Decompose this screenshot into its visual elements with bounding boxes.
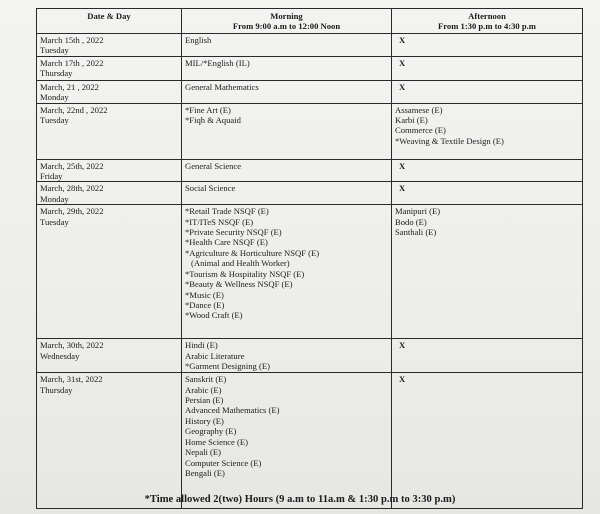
afternoon-subject: Commerce (E) <box>395 125 446 136</box>
afternoon-subject: Assamese (E) <box>395 104 443 115</box>
exam-date: March, 31st, 2022 <box>40 374 103 385</box>
morning-subject: Arabic (E) <box>185 384 222 395</box>
morning-subject: *Dance (E) <box>185 299 225 310</box>
exam-date: March, 30th, 2022 <box>40 340 104 351</box>
exam-date: March, 28th, 2022 <box>40 183 104 194</box>
morning-subject: English <box>185 35 212 45</box>
afternoon-subjects-cell <box>392 205 583 339</box>
exam-date: March, 29th, 2022 <box>40 206 104 217</box>
table-row <box>37 159 583 182</box>
exam-day: Monday <box>40 92 69 103</box>
morning-subjects-cell <box>182 373 392 509</box>
exam-date: March, 22nd , 2022 <box>40 104 108 115</box>
afternoon-subjects-cell <box>392 182 583 205</box>
afternoon-subjects-cell <box>392 159 583 182</box>
morning-subjects-cell <box>182 56 392 80</box>
morning-subject: *Retail Trade NSQF (E) <box>185 206 269 217</box>
header-morning <box>182 9 392 34</box>
table-row <box>37 80 583 103</box>
no-exam-mark: X <box>399 57 406 68</box>
date-day-cell <box>37 159 182 182</box>
no-exam-mark: X <box>399 81 406 92</box>
header-afternoon-label: Afternoon <box>468 11 506 21</box>
exam-date: March 17th , 2022 <box>40 57 104 68</box>
header-date-day-label: Date & Day <box>87 11 131 21</box>
date-day-cell <box>37 34 182 57</box>
morning-subject: Nepali (E) <box>185 447 222 458</box>
header-date-day <box>37 9 182 34</box>
morning-subject: Hindi (E) <box>185 340 218 351</box>
afternoon-subject: Karbi (E) <box>395 115 428 126</box>
date-day-cell <box>37 182 182 205</box>
exam-day: Wednesday <box>40 350 80 361</box>
exam-day: Friday <box>40 171 63 182</box>
morning-subjects-cell <box>182 159 392 182</box>
morning-subjects-cell <box>182 205 392 339</box>
morning-subject: *Agriculture & Horticulture NSQF (E) <box>185 247 320 258</box>
exam-date: March, 25th, 2022 <box>40 160 104 171</box>
table-row <box>37 182 583 205</box>
exam-date: March 15th , 2022 <box>40 35 104 45</box>
morning-subject: Sanskrit (E) <box>185 374 227 385</box>
morning-subjects-cell <box>182 182 392 205</box>
morning-subject: General Mathematics <box>185 81 259 92</box>
date-day-cell <box>37 205 182 339</box>
morning-subject: *IT/ITeS NSQF (E) <box>185 216 254 227</box>
morning-subject: Computer Science (E) <box>185 457 262 468</box>
date-day-cell <box>37 103 182 159</box>
table-row <box>37 34 583 57</box>
date-day-cell <box>37 80 182 103</box>
exam-day: Thursday <box>40 68 73 79</box>
header-morning-label: Morning <box>270 11 303 21</box>
afternoon-subjects-cell <box>392 103 583 159</box>
morning-subject: Arabic Literature <box>185 350 245 361</box>
morning-subject: Bengali (E) <box>185 467 225 478</box>
exam-day: Tuesday <box>40 216 69 227</box>
date-day-cell <box>37 56 182 80</box>
afternoon-subjects-cell <box>392 80 583 103</box>
afternoon-subjects-cell <box>392 339 583 373</box>
table-row <box>37 103 583 159</box>
morning-subject: *Music (E) <box>185 289 224 300</box>
exam-schedule-table <box>36 8 583 509</box>
morning-subject: *Health Care NSQF (E) <box>185 237 268 248</box>
morning-subject: *Garment Designing (E) <box>185 361 270 372</box>
no-exam-mark: X <box>399 183 406 194</box>
date-day-cell <box>37 339 182 373</box>
morning-subjects-cell <box>182 34 392 57</box>
morning-subject: *Private Security NSQF (E) <box>185 227 282 238</box>
no-exam-mark: X <box>399 340 406 351</box>
morning-subject: History (E) <box>185 415 224 426</box>
exam-day: Tuesday <box>40 115 69 126</box>
afternoon-subject: *Weaving & Textile Design (E) <box>395 135 504 146</box>
morning-subject: *Wood Craft (E) <box>185 310 243 321</box>
morning-subject: Social Science <box>185 183 236 194</box>
header-afternoon <box>392 9 583 34</box>
afternoon-subjects-cell <box>392 34 583 57</box>
no-exam-mark: X <box>399 160 406 171</box>
morning-subject: MIL/*English (IL) <box>185 57 250 68</box>
afternoon-subject: Santhali (E) <box>395 227 437 238</box>
exam-day: Tuesday <box>40 45 69 56</box>
morning-subjects-cell <box>182 339 392 373</box>
afternoon-subject: Manipuri (E) <box>395 206 441 217</box>
table-row <box>37 56 583 80</box>
morning-subjects-cell <box>182 103 392 159</box>
morning-subject: Advanced Mathematics (E) <box>185 405 280 416</box>
table-row <box>37 339 583 373</box>
exam-day: Monday <box>40 193 69 204</box>
header-morning-time: From 9:00 a.m to 12:00 Noon <box>232 21 341 32</box>
morning-subject: *Fine Art (E) <box>185 104 231 115</box>
afternoon-subjects-cell <box>392 373 583 509</box>
morning-subject: *Fiqh & Aquaid <box>185 115 241 126</box>
exam-date: March, 21 , 2022 <box>40 81 99 92</box>
table-header-row <box>37 9 583 34</box>
exam-day: Thursday <box>40 384 73 395</box>
morning-subject: *Tourism & Hospitality NSQF (E) <box>185 268 305 279</box>
date-day-cell <box>37 373 182 509</box>
time-allowed-footnote: *Time allowed 2(two) Hours (9 a.m to 11a.m & 1:30 p.m to 3:30 p.m) <box>144 494 456 505</box>
morning-subject: Home Science (E) <box>185 436 248 447</box>
no-exam-mark: X <box>399 35 406 45</box>
morning-subject: (Animal and Health Worker) <box>191 258 290 269</box>
table-row <box>37 205 583 339</box>
morning-subjects-cell <box>182 80 392 103</box>
morning-subject: Geography (E) <box>185 426 237 437</box>
no-exam-mark: X <box>399 374 406 385</box>
afternoon-subjects-cell <box>392 56 583 80</box>
afternoon-subject: Bodo (E) <box>395 216 427 227</box>
header-afternoon-time: From 1:30 p.m to 4:30 p.m <box>438 21 536 32</box>
table-row <box>37 373 583 509</box>
morning-subject: General Science <box>185 160 242 171</box>
morning-subject: *Beauty & Wellness NSQF (E) <box>185 279 293 290</box>
morning-subject: Persian (E) <box>185 395 224 406</box>
